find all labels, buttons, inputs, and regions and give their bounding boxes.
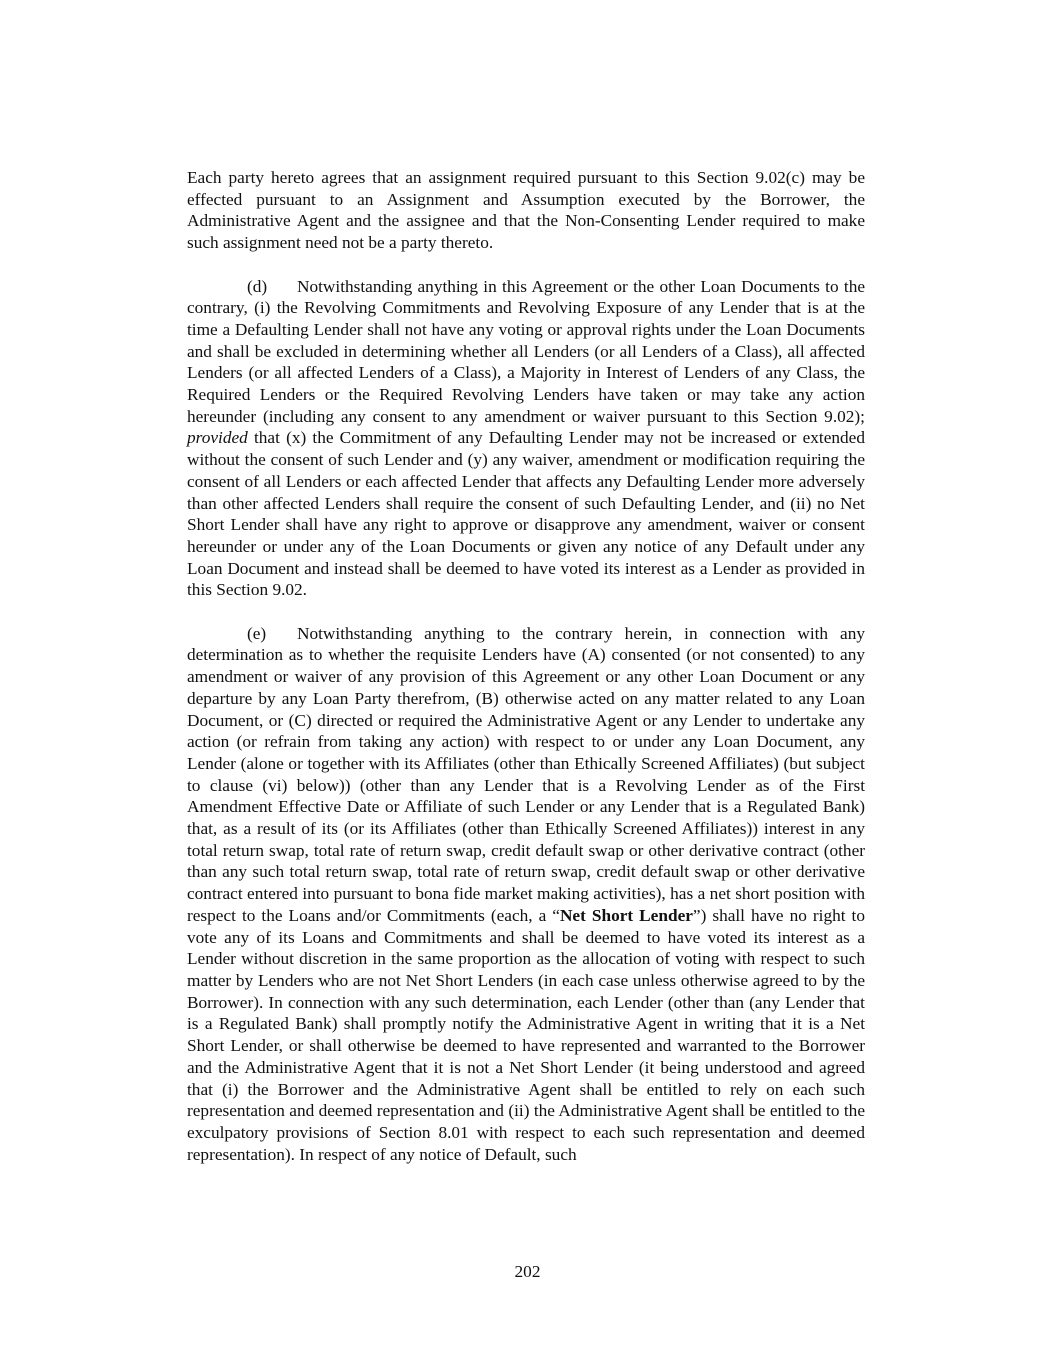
document-body [187, 167, 865, 1187]
page-number: 202 [514, 1262, 541, 1281]
paragraph-d-text-part-1: Notwithstanding anything in this Agreement or the other Loan Documents to the contrary, (i) the Revolving Commitments and Revolving Exposure of any Lender that is at the time a Defaulting Lender shall not have any voting or approval rights under the Loan Documents and shall be excluded in determining whether all Lenders (or all Lenders of a Class), all affected Lenders (or all affected Lenders of a Class), a Majority in Interest of Lenders of any Class, the Required Lenders or the Required Revolving Lenders have taken or may take any action hereunder (including any consent to any amendment or waiver pursuant to this Section 9.02); [187, 276, 865, 426]
paragraph-d [187, 276, 865, 602]
provided-italic-term: provided [187, 428, 248, 448]
clause-label-d: (d) [247, 276, 268, 296]
paragraph-d-text-part-2: that (x) the Commitment of any Defaulting Lender may not be increased or extended without the consent of such Lender and (y) any waiver, amendment or modification requiring the consent of all Lenders or each affected Lender that affects any Defaulting Lender more adversely than other affected Lenders shall require the consent of such Defaulting Lender, and (ii) no Net Short Lender shall have any right to approve or disapprove any amendment, waiver or consent hereunder or under any of the Loan Documents or given any notice of any Default under any Loan Document and instead shall be deemed to have voted its interest as a Lender as provided in this Section 9.02. [187, 428, 865, 600]
clause-label-e: (e) [247, 623, 267, 643]
paragraph-e-text-part-1: Notwithstanding anything to the contrary herein, in connection with any determination as to whether the requisite Lenders have (A) consented (or not consented) to any amendment or waiver of any provision of this Agreement or any other Loan Document or any departure by any Loan Party therefrom, (B) otherwise acted on any matter related to any Loan Document, or (C) directed or required the Administrative Agent or any Lender to undertake any action (or refrain from taking any action) with respect to or under any Loan Document, any Lender (alone or together with its Affiliates (other than Ethically Screened Affiliates) (but subject to clause (vi) below)) (other than any Lender that is a Revolving Lender as of the First Amendment Effective Date or Affiliate of such Lender or any Lender that is a Regulated Bank) that, as a result of its (or its Affiliates (other than Ethically Screened Affiliates)) interest in any total return swap, total rate of return swap, credit default swap or other derivative contract (other than any such total return swap, total rate of return swap, credit default swap or other derivative contract entered into pursuant to bona fide market making activities), has a net short position with respect to the Loans and/or Commitments (each, a “ [187, 623, 865, 925]
paragraph-e [187, 623, 865, 1166]
paragraph-text: Each party hereto agrees that an assignment required pursuant to this Section 9.02(c) may be effected pursuant to an Assignment and Assumption executed by the Borrower, the Administrative Agent and the assignee and that the Non-Consenting Lender required to make such assignment need not be a party thereto. [187, 168, 865, 253]
paragraph-e-text-part-2: ”) shall have no right to vote any of its Loans and Commitments and shall be deemed to have voted its interest as a Lender without discretion in the same proportion as the allocation of voting with respect to such matter by Lenders who are not Net Short Lenders (in each case unless otherwise agreed to by the Borrower). In connection with any such determination, each Lender (other than (any Lender that is a Regulated Bank) shall promptly notify the Administrative Agent in writing that it is a Net Short Lender, or shall otherwise be deemed to have represented and warranted to the Borrower and the Administrative Agent that it is not a Net Short Lender (it being understood and agreed that (i) the Borrower and the Administrative Agent shall be entitled to rely on each such representation and deemed representation and (ii) the Administrative Agent shall be entitled to the exculpatory provisions of Section 8.01 with respect to each such representation and deemed representation). In respect of any notice of Default, such [187, 905, 865, 1164]
paragraph-assignment-continuation [187, 167, 865, 254]
defined-term-net-short-lender: Net Short Lender [559, 905, 693, 925]
